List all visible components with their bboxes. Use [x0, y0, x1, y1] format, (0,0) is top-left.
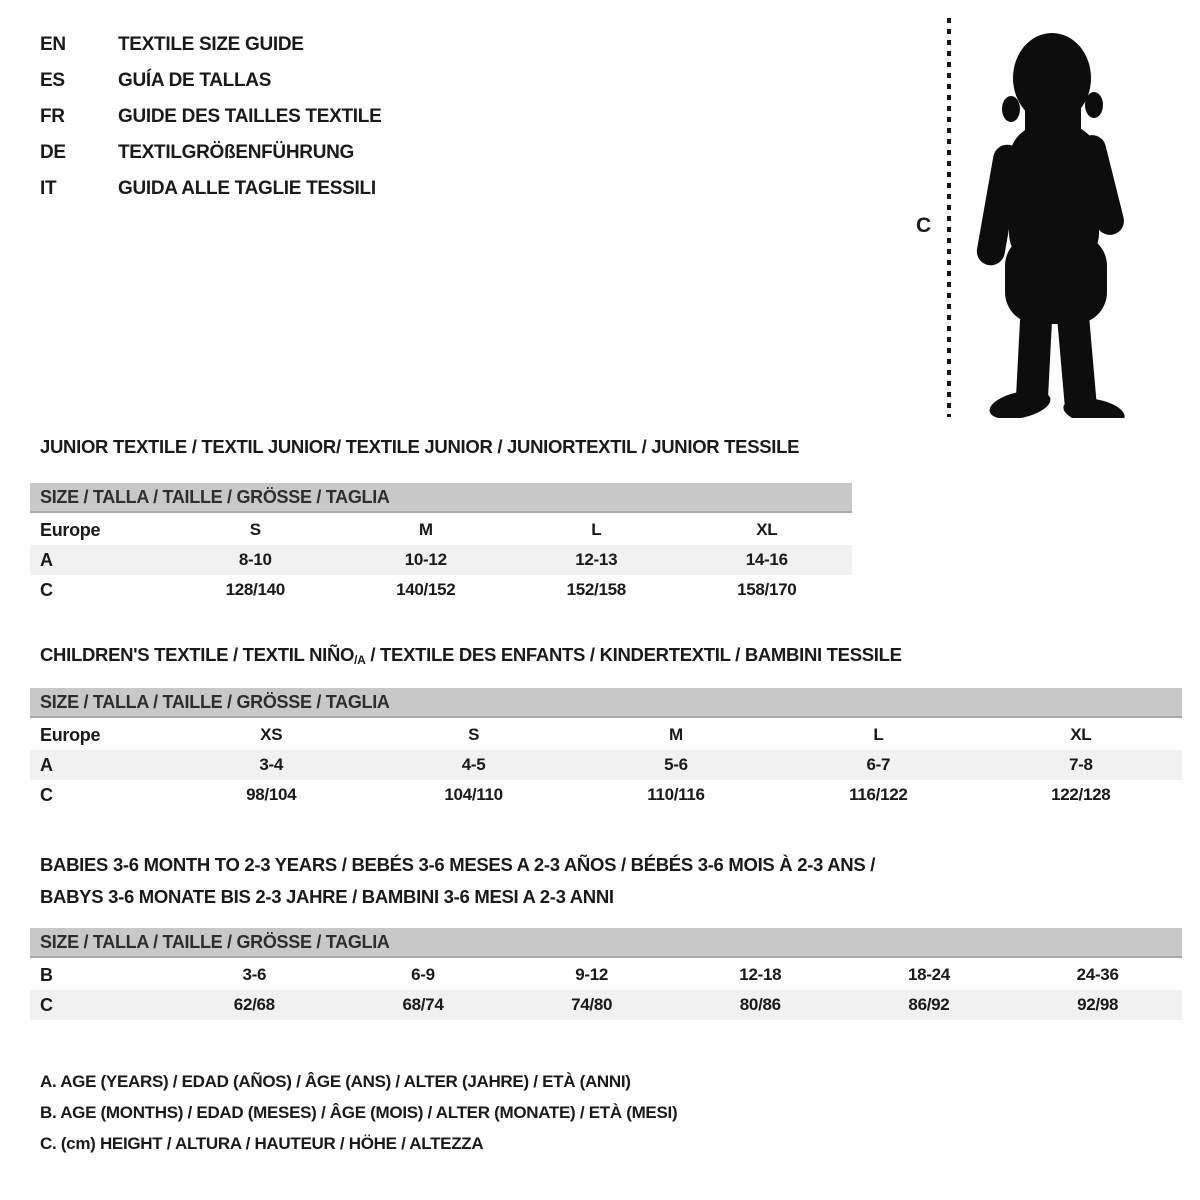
footnote-line: C. (cm) HEIGHT / ALTURA / HAUTEUR / HÖHE / ALTEZZA: [40, 1134, 484, 1153]
legend-footnotes: [40, 1072, 677, 1165]
guide-title: TEXTILGRÖßENFÜHRUNG: [118, 142, 355, 163]
value-cell: 122/128: [1051, 785, 1111, 804]
table-row: [30, 990, 1182, 1020]
children-title-subscript: /A: [354, 653, 366, 667]
row-label: A: [40, 754, 53, 775]
language-code: EN: [40, 34, 66, 55]
section-title-babies: [40, 849, 1000, 913]
value-cell: 140/152: [396, 580, 456, 599]
guide-title: GUIDA ALLE TAGLIE TESSILI: [118, 178, 376, 199]
language-code: IT: [40, 178, 57, 199]
language-row: [40, 27, 381, 63]
value-cell: 14-16: [745, 550, 788, 569]
height-measure-dashed-line: [947, 18, 951, 417]
junior-size-table: [30, 483, 852, 605]
value-cell: L: [591, 520, 602, 539]
table-row: [30, 780, 1182, 810]
language-row: [40, 99, 381, 135]
row-label: A: [40, 549, 53, 570]
table-row: [30, 545, 852, 575]
value-cell: 9-12: [575, 965, 609, 984]
value-cell: 74/80: [571, 995, 613, 1014]
row-label: Europe: [40, 724, 101, 745]
value-cell: S: [249, 520, 261, 539]
section-title-junior: JUNIOR TEXTILE / TEXTIL JUNIOR/ TEXTILE JUNIOR / JUNIORTEXTIL / JUNIOR TESSILE: [40, 436, 800, 457]
footnote-line: A. AGE (YEARS) / EDAD (AÑOS) / ÂGE (ANS) / ALTER (JAHRE) / ETÀ (ANNI): [40, 1072, 631, 1091]
value-cell: 10-12: [404, 550, 447, 569]
value-cell: 24-36: [1076, 965, 1119, 984]
children-title-suffix: / TEXTILE DES ENFANTS / KINDERTEXTIL / BAMBINI TESSILE: [365, 644, 902, 665]
value-cell: XL: [756, 520, 778, 539]
row-label: Europe: [40, 519, 101, 540]
babies-title-line1: BABIES 3-6 MONTH TO 2-3 YEARS / BEBÉS 3-6 MESES A 2-3 AÑOS / BÉBÉS 3-6 MOIS À 2-3 ANS /: [40, 854, 876, 875]
value-cell: 104/110: [444, 785, 503, 804]
children-size-table: [30, 688, 1182, 810]
value-cell: 62/68: [233, 995, 275, 1014]
value-cell: 110/116: [647, 785, 705, 804]
table-row: [30, 575, 852, 605]
language-row: [40, 171, 381, 207]
language-row: [40, 135, 381, 171]
row-label: C: [40, 784, 53, 805]
children-title-prefix: CHILDREN'S TEXTILE / TEXTIL NIÑO: [40, 644, 355, 665]
value-cell: 4-5: [461, 755, 486, 774]
table-row: [30, 515, 852, 545]
value-cell: M: [669, 725, 683, 744]
guide-title: GUÍA DE TALLAS: [118, 70, 272, 91]
value-cell: 92/98: [1077, 995, 1119, 1014]
value-cell: 7-8: [1068, 755, 1093, 774]
table-row: [30, 720, 1182, 750]
value-cell: 6-9: [411, 965, 435, 984]
value-cell: 86/92: [908, 995, 950, 1014]
value-cell: XL: [1070, 725, 1092, 744]
babies-title-line2: BABYS 3-6 MONATE BIS 2-3 JAHRE / BAMBINI 3-6 MESI A 2-3 ANNI: [40, 886, 614, 907]
value-cell: 98/104: [246, 785, 297, 804]
footnote-line: B. AGE (MONTHS) / EDAD (MESES) / ÂGE (MOIS) / ALTER (MONATE) / ETÀ (MESI): [40, 1103, 678, 1122]
value-cell: 6-7: [866, 755, 891, 774]
value-cell: 152/158: [566, 580, 626, 599]
babies-size-table: [30, 928, 1182, 1020]
value-cell: 80/86: [739, 995, 781, 1014]
table-row: [30, 750, 1182, 780]
language-code: DE: [40, 142, 66, 163]
value-cell: 18-24: [907, 965, 950, 984]
measure-label-c: C: [916, 214, 931, 237]
value-cell: XS: [260, 725, 283, 744]
language-code: ES: [40, 70, 65, 91]
language-code: FR: [40, 106, 65, 127]
toddler-silhouette-icon: [963, 16, 1138, 418]
row-label: C: [40, 994, 53, 1015]
guide-title: GUIDE DES TAILLES TEXTILE: [118, 106, 382, 127]
size-header-bar: SIZE / TALLA / TAILLE / GRÖSSE / TAGLIA: [30, 483, 852, 513]
value-cell: 116/122: [849, 785, 908, 804]
guide-title: TEXTILE SIZE GUIDE: [118, 34, 304, 55]
language-row: [40, 63, 381, 99]
value-cell: 3-4: [259, 755, 284, 774]
value-cell: M: [418, 520, 433, 539]
value-cell: 158/170: [737, 580, 797, 599]
value-cell: 8-10: [238, 550, 272, 569]
size-header-bar: SIZE / TALLA / TAILLE / GRÖSSE / TAGLIA: [30, 928, 1182, 958]
value-cell: 5-6: [664, 755, 688, 774]
row-label: C: [40, 579, 53, 600]
value-cell: 12-13: [575, 550, 618, 569]
section-title-children: [40, 644, 902, 667]
size-header-bar: SIZE / TALLA / TAILLE / GRÖSSE / TAGLIA: [30, 688, 1182, 718]
value-cell: L: [873, 725, 884, 744]
value-cell: 68/74: [402, 995, 444, 1014]
value-cell: S: [468, 725, 480, 744]
row-label: B: [40, 964, 53, 985]
value-cell: 128/140: [225, 580, 285, 599]
table-row: [30, 960, 1182, 990]
language-title-list: [40, 27, 381, 207]
value-cell: 3-6: [242, 965, 267, 984]
value-cell: 12-18: [739, 965, 782, 984]
